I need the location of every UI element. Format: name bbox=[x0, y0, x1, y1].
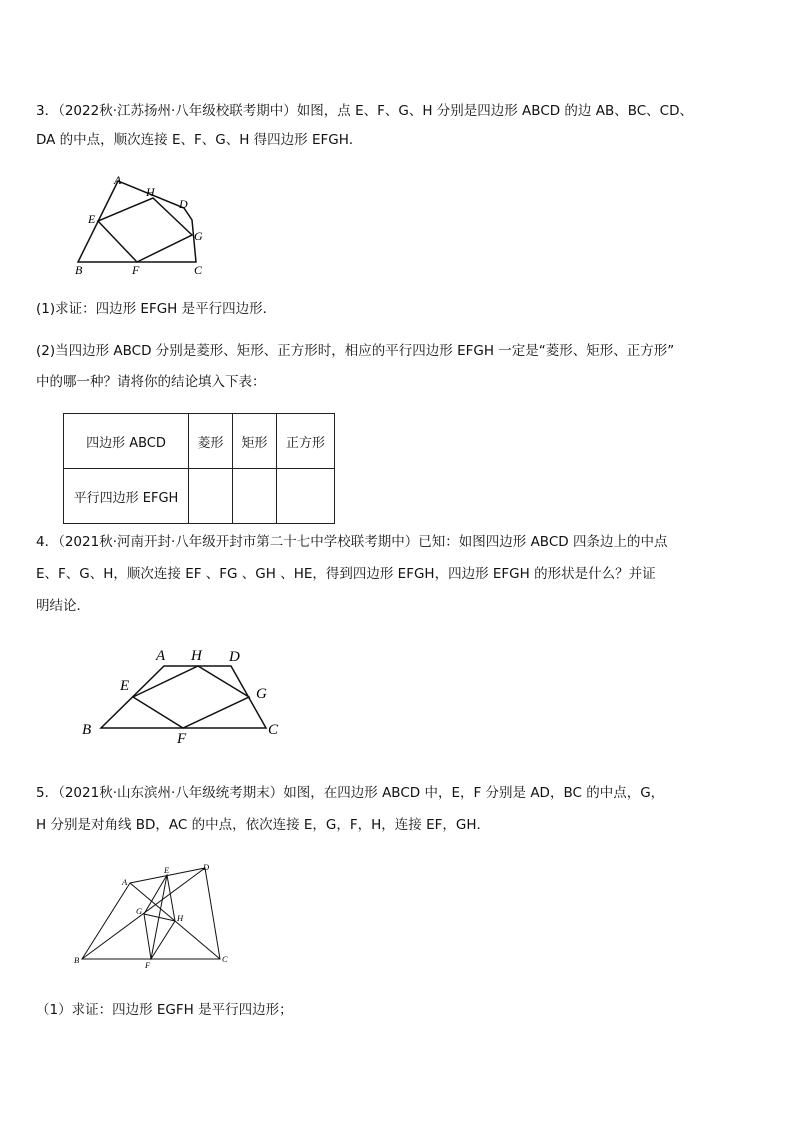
table-row bbox=[64, 414, 335, 469]
q4-stem-line1: 4．（2021秋·河南开封·八年级开封市第二十七中学校联考期中）已知：如图四边形 ABCD 四条边上的中点 bbox=[36, 534, 668, 550]
q5-label-b: B bbox=[74, 955, 80, 965]
q3-label-f: F bbox=[132, 263, 140, 277]
table-row-label-efgh: 平行四边形 EFGH bbox=[64, 469, 189, 524]
table-header-rectangle: 矩形 bbox=[233, 414, 277, 469]
q4-label-a: A bbox=[156, 648, 166, 664]
q4-label-d: D bbox=[229, 649, 240, 665]
q3-label-g: G bbox=[194, 229, 203, 243]
table-header-abcd: 四边形 ABCD bbox=[64, 414, 189, 469]
q4-stem-line3: 明结论． bbox=[36, 598, 90, 614]
q3-label-d: D bbox=[179, 197, 188, 211]
table-cell-rectangle-answer[interactable] bbox=[233, 469, 277, 524]
q5-label-e: E bbox=[164, 865, 170, 875]
q5-part1: （1）求证：四边形 EGFH 是平行四边形； bbox=[36, 1002, 293, 1018]
q5-figure bbox=[70, 860, 240, 972]
q3-label-b: B bbox=[75, 263, 83, 277]
q4-figure bbox=[76, 642, 296, 750]
q4-label-g: G bbox=[256, 686, 267, 702]
table-cell-square-answer[interactable] bbox=[277, 469, 335, 524]
q4-label-e: E bbox=[120, 678, 130, 694]
table-header-square: 正方形 bbox=[277, 414, 335, 469]
q3-stem-line1: 3．（2022秋·江苏扬州·八年级校联考期中）如图，点 E、F、G、H 分别是四边形 ABCD 的边 AB、BC、CD、 bbox=[36, 103, 693, 119]
q4-label-f: F bbox=[177, 731, 187, 747]
q4-label-h: H bbox=[191, 648, 202, 664]
q4-label-c: C bbox=[268, 722, 279, 738]
q3-stem-line2: DA 的中点，顺次连接 E、F、G、H 得四边形 EFGH． bbox=[36, 132, 363, 148]
table-cell-rhombus-answer[interactable] bbox=[189, 469, 233, 524]
q3-part2-line2: 中的哪一种？请将你的结论填入下表： bbox=[36, 374, 266, 390]
q3-label-e: E bbox=[88, 212, 96, 226]
q3-label-h: H bbox=[146, 185, 155, 199]
q4-stem-line2: E、F、G、H，顺次连接 EF 、FG 、GH 、HE，得到四边形 EFGH，四边形 EFGH 的形状是什么？并证 bbox=[36, 566, 656, 582]
q3-label-c: C bbox=[194, 263, 203, 277]
q5-quadrilateral-abcd bbox=[82, 868, 220, 959]
q4-quadrilateral-abcd bbox=[101, 666, 266, 728]
q5-label-a: A bbox=[122, 877, 128, 887]
q3-part1: (1)求证：四边形 EFGH 是平行四边形． bbox=[36, 301, 277, 317]
table-header-rhombus: 菱形 bbox=[189, 414, 233, 469]
q3-answer-table bbox=[63, 413, 335, 524]
q3-figure bbox=[66, 170, 226, 280]
q5-label-h: H bbox=[177, 913, 184, 923]
q5-label-d: D bbox=[203, 862, 210, 872]
table-row bbox=[64, 469, 335, 524]
q4-label-b: B bbox=[82, 722, 92, 738]
q3-part2-line1: (2)当四边形 ABCD 分别是菱形、矩形、正方形时，相应的平行四边形 EFGH 一定是“菱形、矩形、正方形” bbox=[36, 343, 675, 359]
q5-diagonal-bd bbox=[82, 868, 205, 959]
q5-label-g: G bbox=[136, 906, 143, 916]
q3-label-a: A bbox=[114, 173, 122, 187]
q5-stem-line2: H 分别是对角线 BD，AC 的中点，依次连接 E，G，F，H，连接 EF，GH． bbox=[36, 817, 491, 833]
q3-quadrilateral-efgh bbox=[98, 198, 192, 262]
q5-stem-line1: 5．（2021秋·山东滨州·八年级统考期末）如图，在四边形 ABCD 中，E，F 分别是 AD，BC 的中点，G， bbox=[36, 785, 665, 801]
q4-quadrilateral-efgh bbox=[133, 666, 249, 728]
q5-label-c: C bbox=[222, 954, 228, 964]
q5-label-f: F bbox=[145, 960, 151, 970]
